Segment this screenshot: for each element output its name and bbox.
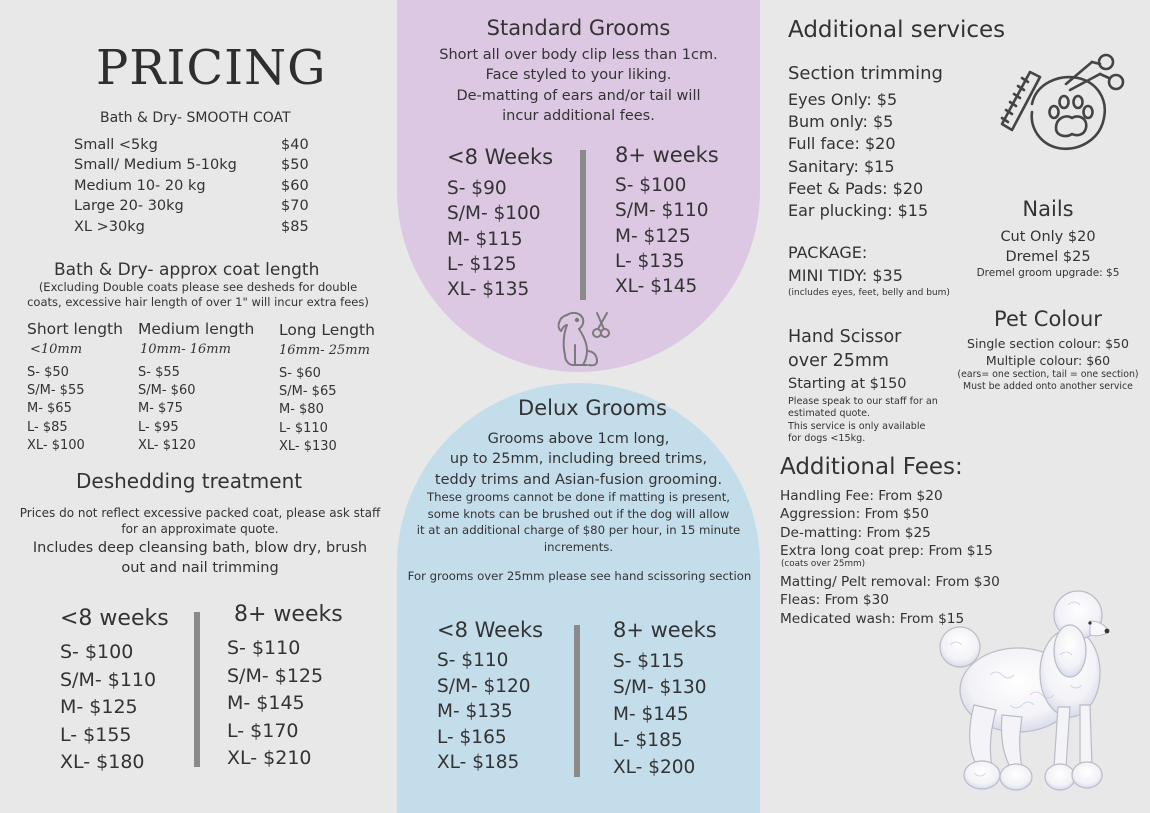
bath-smooth-prices bbox=[281, 135, 309, 237]
deshedding-note: for an approximate quote. bbox=[121, 522, 279, 536]
fee-item: De-matting: From $25 bbox=[780, 524, 931, 541]
paw-comb-scissors-icon bbox=[996, 52, 1136, 164]
price-row: XL- $120 bbox=[138, 437, 196, 453]
price-row: S- $55 bbox=[138, 365, 180, 380]
short-length-title: Short length bbox=[27, 320, 123, 338]
price-row: XL- $145 bbox=[615, 276, 698, 298]
deshedding-under-title: <8 weeks bbox=[60, 606, 169, 631]
price-row: M- $145 bbox=[227, 692, 305, 714]
price-row: L- $95 bbox=[138, 419, 179, 435]
delux-over-prices bbox=[613, 649, 707, 781]
price-row: S- $100 bbox=[60, 641, 134, 663]
price-row: S- $110 bbox=[227, 637, 301, 659]
additional-heading: Additional services bbox=[788, 17, 1006, 43]
price-value: $70 bbox=[281, 198, 309, 215]
bath-smooth-sizes bbox=[74, 135, 237, 237]
description-line: Face styled to your liking. bbox=[485, 67, 672, 84]
pet-colour-list bbox=[958, 335, 1138, 370]
note-line: for dogs <15kg. bbox=[788, 432, 866, 444]
size-label: XL >30kg bbox=[74, 218, 145, 235]
service-item: Cut Only $20 bbox=[1000, 229, 1096, 245]
package-item: MINI TIDY: $35 bbox=[788, 266, 903, 285]
price-row: S- $50 bbox=[27, 365, 69, 380]
standard-under-title: <8 Weeks bbox=[447, 145, 554, 169]
poodle-illustration bbox=[930, 585, 1130, 800]
price-value: $40 bbox=[281, 137, 309, 153]
description-line: teddy trims and Asian-fusion grooming. bbox=[434, 471, 723, 488]
delux-under-title: <8 Weeks bbox=[437, 618, 544, 642]
description-line: Grooms above 1cm long, bbox=[487, 431, 670, 447]
standard-under-prices bbox=[447, 176, 541, 302]
delux-under-prices bbox=[437, 648, 531, 776]
fee-item: Handling Fee: From $20 bbox=[780, 488, 943, 504]
short-length-prices bbox=[27, 364, 85, 455]
price-value: $50 bbox=[281, 157, 309, 174]
price-row: XL- $185 bbox=[437, 752, 520, 774]
package-note: (includes eyes, feet, belly and bum) bbox=[788, 288, 950, 298]
deshedding-over-title: 8+ weeks bbox=[234, 602, 343, 627]
description-line: Short all over body clip less than 1cm. bbox=[439, 47, 718, 63]
service-item: Eyes Only: $5 bbox=[788, 90, 898, 109]
nails-title: Nails bbox=[1022, 197, 1074, 221]
fee-item: Matting/ Pelt removal: From $30 bbox=[780, 574, 1000, 590]
standard-over-title: 8+ weeks bbox=[615, 143, 719, 167]
standard-divider bbox=[580, 150, 586, 300]
deshedding-over-prices bbox=[227, 635, 323, 773]
coat-note: (coats over 25mm) bbox=[781, 559, 866, 569]
price-row: L- $165 bbox=[437, 726, 507, 748]
price-row: S- $90 bbox=[447, 178, 507, 199]
price-value: $85 bbox=[281, 218, 309, 235]
standard-heading: Standard Grooms bbox=[486, 16, 671, 40]
price-row: XL- $135 bbox=[447, 279, 530, 301]
price-row: S- $60 bbox=[279, 366, 321, 381]
pet-colour-title: Pet Colour bbox=[994, 307, 1102, 331]
delux-over-title: 8+ weeks bbox=[613, 618, 717, 642]
bath-length-note: (Excluding Double coats please see desheds for double bbox=[38, 280, 358, 294]
section-trimming-list bbox=[788, 89, 928, 222]
size-label: Small <5kg bbox=[74, 137, 158, 153]
service-item: Ear plucking: $15 bbox=[788, 201, 929, 221]
price-row: S/M- $55 bbox=[27, 383, 85, 399]
price-row: S/M- $110 bbox=[60, 668, 157, 691]
service-item: Full face: $20 bbox=[788, 134, 896, 154]
description-line: incur additional fees. bbox=[502, 107, 655, 124]
delux-note-hand-scissor: For grooms over 25mm please see hand scissoring section bbox=[407, 569, 752, 583]
price-row: L- $85 bbox=[27, 419, 68, 435]
price-row: XL- $100 bbox=[27, 437, 85, 453]
note-line: some knots can be brushed out if the dog will allow bbox=[427, 506, 730, 521]
dog-scissors-icon bbox=[553, 305, 615, 369]
delux-description bbox=[397, 429, 760, 490]
fee-item: Extra long coat prep: From $15 bbox=[780, 542, 993, 559]
additional-fees-list bbox=[780, 487, 993, 560]
hand-scissor-title: Hand Scissor bbox=[788, 327, 902, 347]
note-line: increments. bbox=[543, 539, 614, 554]
service-item: Feet & Pads: $20 bbox=[788, 178, 924, 198]
price-row: M- $65 bbox=[27, 401, 72, 417]
bath-smooth-heading: Bath & Dry- SMOOTH COAT bbox=[100, 110, 291, 126]
hand-scissor-note bbox=[788, 396, 938, 445]
section-trimming-title: Section trimming bbox=[788, 63, 943, 84]
service-item: Multiple colour: $60 bbox=[985, 353, 1111, 369]
medium-length-prices bbox=[138, 364, 196, 455]
price-row: L- $185 bbox=[613, 730, 683, 752]
fee-item: Fleas: From $30 bbox=[780, 592, 889, 609]
size-label: Small/ Medium 5-10kg bbox=[74, 157, 237, 174]
nails-list bbox=[978, 227, 1118, 268]
short-length-range: <10mm bbox=[30, 342, 83, 357]
standard-over-prices bbox=[615, 173, 709, 299]
price-row: S/M- $120 bbox=[437, 675, 531, 697]
price-row: S/M- $65 bbox=[279, 384, 337, 400]
price-row: M- $125 bbox=[615, 225, 691, 247]
price-value: $60 bbox=[281, 177, 309, 194]
deshedding-divider bbox=[194, 612, 200, 767]
service-item: Single section colour: $50 bbox=[967, 336, 1129, 351]
price-row: S/M- $110 bbox=[615, 200, 709, 222]
price-row: M- $80 bbox=[279, 402, 324, 418]
price-row: S- $110 bbox=[437, 650, 509, 671]
price-row: L- $170 bbox=[227, 719, 299, 742]
note-line: Must be added onto another service bbox=[963, 381, 1133, 393]
service-item: Dremel $25 bbox=[1005, 249, 1091, 266]
note-line: estimated quote. bbox=[788, 408, 871, 420]
hand-scissor-price: Starting at $150 bbox=[788, 376, 907, 392]
long-length-title: Long Length bbox=[279, 321, 375, 339]
note-line: it at an additional charge of $80 per hour, in 15 minute bbox=[416, 523, 741, 537]
service-item: Sanitary: $15 bbox=[788, 156, 895, 176]
deshedding-heading: Deshedding treatment bbox=[76, 469, 303, 493]
deshedding-note: Prices do not reflect excessive packed coat, please ask staff bbox=[19, 506, 381, 520]
price-row: M- $115 bbox=[447, 228, 523, 250]
hand-scissor-title: over 25mm bbox=[788, 351, 889, 371]
price-row: L- $135 bbox=[615, 250, 685, 272]
description-line: up to 25mm, including breed trims, bbox=[449, 451, 708, 468]
delux-note bbox=[397, 489, 760, 555]
price-row: M- $135 bbox=[437, 701, 513, 723]
size-label: Medium 10- 20 kg bbox=[74, 177, 206, 194]
note-line: This service is only available bbox=[788, 420, 926, 432]
pet-colour-note bbox=[950, 369, 1146, 393]
price-row: M- $75 bbox=[138, 401, 183, 417]
price-row: XL- $180 bbox=[60, 751, 145, 773]
standard-description bbox=[397, 45, 760, 126]
fee-item: Medicated wash: From $15 bbox=[780, 610, 965, 627]
price-row: L- $155 bbox=[60, 723, 132, 746]
delux-divider bbox=[574, 625, 580, 777]
deshedding-desc: Includes deep cleansing bath, blow dry, brush bbox=[32, 540, 368, 556]
price-row: M- $125 bbox=[60, 696, 138, 718]
medium-length-range: 10mm- 16mm bbox=[140, 342, 231, 357]
price-row: S/M- $130 bbox=[613, 677, 707, 699]
price-row: S/M- $100 bbox=[447, 203, 541, 225]
long-length-range: 16mm- 25mm bbox=[279, 343, 370, 358]
price-row: L- $110 bbox=[279, 420, 328, 436]
price-row: S/M- $60 bbox=[138, 383, 196, 399]
price-row: XL- $210 bbox=[227, 747, 312, 769]
price-row: S- $115 bbox=[613, 651, 685, 672]
deshedding-desc: out and nail trimming bbox=[121, 560, 279, 576]
note-line: These grooms cannot be done if matting is present, bbox=[426, 490, 731, 504]
description-line: De-matting of ears and/or tail will bbox=[456, 87, 701, 104]
package-title: PACKAGE: bbox=[788, 243, 868, 262]
additional-fees-heading: Additional Fees: bbox=[780, 454, 963, 480]
fee-item: Aggression: From $50 bbox=[780, 506, 929, 523]
note-line: (ears= one section, tail = one section) bbox=[957, 369, 1139, 380]
price-row: M- $145 bbox=[613, 703, 689, 725]
price-row: S/M- $125 bbox=[227, 664, 324, 687]
nails-note: Dremel groom upgrade: $5 bbox=[976, 267, 1120, 279]
price-row: L- $125 bbox=[447, 253, 517, 275]
pricing-title: PRICING bbox=[96, 40, 327, 96]
price-row: S- $100 bbox=[615, 175, 687, 196]
long-length-prices bbox=[279, 365, 337, 456]
note-line: Please speak to our staff for an bbox=[788, 396, 938, 407]
bath-length-heading: Bath & Dry- approx coat length bbox=[54, 260, 320, 280]
medium-length-title: Medium length bbox=[138, 320, 255, 338]
deshedding-under-prices bbox=[60, 639, 156, 777]
price-row: XL- $130 bbox=[279, 438, 337, 454]
bath-length-note: coats, excessive hair length of over 1" will incur extra fees) bbox=[27, 295, 369, 309]
delux-heading: Delux Grooms bbox=[518, 396, 667, 420]
size-label: Large 20- 30kg bbox=[74, 198, 184, 215]
price-row: XL- $200 bbox=[613, 756, 696, 778]
service-item: Bum only: $5 bbox=[788, 112, 894, 132]
